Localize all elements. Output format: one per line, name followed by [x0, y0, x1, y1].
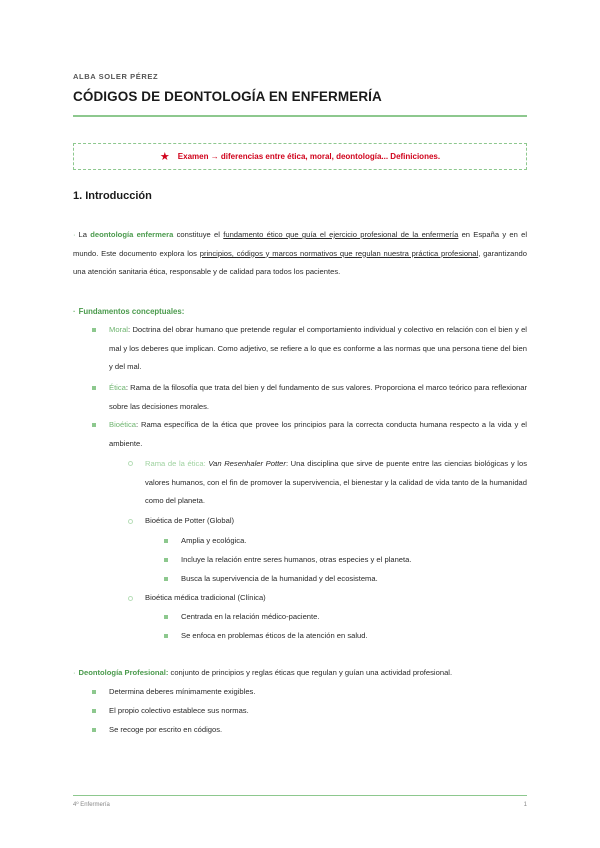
- intro-paragraph: · La deontología enfermera constituye el fundamento ético que guía el ejercicio profesional de la enfermería en España y en el mundo. Este documento explora los principios, códigos y marcos normativos que regulan nuestra práctica profesional, garantizando una atención sanitaria ética, responsable y de calidad para todos los pacientes.: [73, 230, 528, 276]
- bullet-square: [92, 386, 96, 390]
- deontologia-item: Determina deberes mínimamente exigibles.: [109, 687, 256, 696]
- rama-etica-definition: Rama de la ética: Van Resenhaler Potter: Una disciplina que sirve de puente entre las ciencias biológicas y los valores humanos, con el fin de promover la supervivencia, el bienestar y la calidad de vida tanto de la humanidad como del planeta.: [145, 459, 527, 505]
- potter-item: Amplia y ecológica.: [181, 536, 247, 545]
- footer-divider: [73, 795, 527, 796]
- intro-bullet: ·: [73, 230, 76, 239]
- deontologia-item: Se recoge por escrito en códigos.: [109, 725, 223, 734]
- bullet-square: [164, 577, 168, 581]
- author-name: ALBA SOLER PÉREZ: [73, 72, 159, 81]
- bullet-square: [164, 558, 168, 562]
- medica-item: Centrada en la relación médico-paciente.: [181, 612, 320, 621]
- potter-item: Incluye la relación entre seres humanos, otras especies y el planeta.: [181, 555, 412, 564]
- exam-note-box: [73, 143, 527, 170]
- potter-item: Busca la supervivencia de la humanidad y del ecosistema.: [181, 574, 378, 583]
- bioetica-definition: Bioética: Rama específica de la ética que provee los principios para la correcta conducta humana respecto a la vida y el ambiente.: [109, 420, 527, 448]
- potter-heading: Bioética de Potter (Global): [145, 516, 235, 525]
- etica-term: Ética: [109, 383, 126, 392]
- bullet-square: [164, 634, 168, 638]
- bullet-square: [92, 328, 96, 332]
- bullet-square: [92, 728, 96, 732]
- footer-course: 4º Enfermería: [73, 802, 110, 808]
- document-title: CÓDIGOS DE DEONTOLOGÍA EN ENFERMERÍA: [73, 89, 382, 104]
- bullet-square: [164, 615, 168, 619]
- bullet-circle: [128, 519, 133, 524]
- bullet-circle: [128, 596, 133, 601]
- rama-author: Van Resenhaler Potter: [208, 459, 286, 468]
- bullet-square: [92, 690, 96, 694]
- deontologia-definition: · Deontología Profesional: conjunto de principios y reglas éticas que regulan y guían una actividad profesional.: [73, 668, 453, 677]
- medica-heading: Bioética médica tradicional (Clínica): [145, 593, 266, 602]
- exam-note-text: Examen → diferencias entre ética, moral, deontología... Definiciones.: [177, 152, 441, 161]
- etica-definition: Ética: Rama de la filosofía que trata del bien y del fundamento de sus valores. Proporciona el marco teórico para reflexionar sobre las decisiones morales.: [109, 383, 527, 411]
- intro-underline-1: fundamento ético que guía el ejercicio profesional de la enfermería: [223, 230, 459, 239]
- bioetica-term: Bioética: [109, 420, 137, 429]
- bullet-circle: [128, 461, 133, 466]
- bullet-square: [92, 709, 96, 713]
- star-icon: ★: [159, 151, 170, 163]
- rama-term: Rama de la ética:: [145, 459, 206, 468]
- bullet-square: [92, 423, 96, 427]
- deontologia-item: El propio colectivo establece sus normas.: [109, 706, 249, 715]
- section-heading: 1. Introducción: [73, 190, 152, 202]
- bullet-square: [164, 539, 168, 543]
- deontologia-term: Deontología Profesional:: [78, 668, 169, 677]
- page-number: 1: [523, 802, 527, 808]
- moral-term: Moral: [109, 325, 128, 334]
- intro-underline-2: principios, códigos y marcos normativos que regulan nuestra práctica profesional: [199, 248, 479, 258]
- medica-item: Se enfoca en problemas éticos de la atención en salud.: [181, 631, 368, 640]
- moral-definition: Moral: Doctrina del obrar humano que pretende regular el comportamiento individual y colectivo en relación con el bien y el mal y los deberes que implican. Como adjetivo, se refiere a lo que es conforme a las normas que una persona tiene del bien y del mal.: [109, 325, 527, 371]
- fundamentos-heading: · Fundamentos conceptuales:: [73, 307, 185, 316]
- title-divider: [73, 115, 527, 117]
- intro-term: deontología enfermera: [90, 230, 174, 239]
